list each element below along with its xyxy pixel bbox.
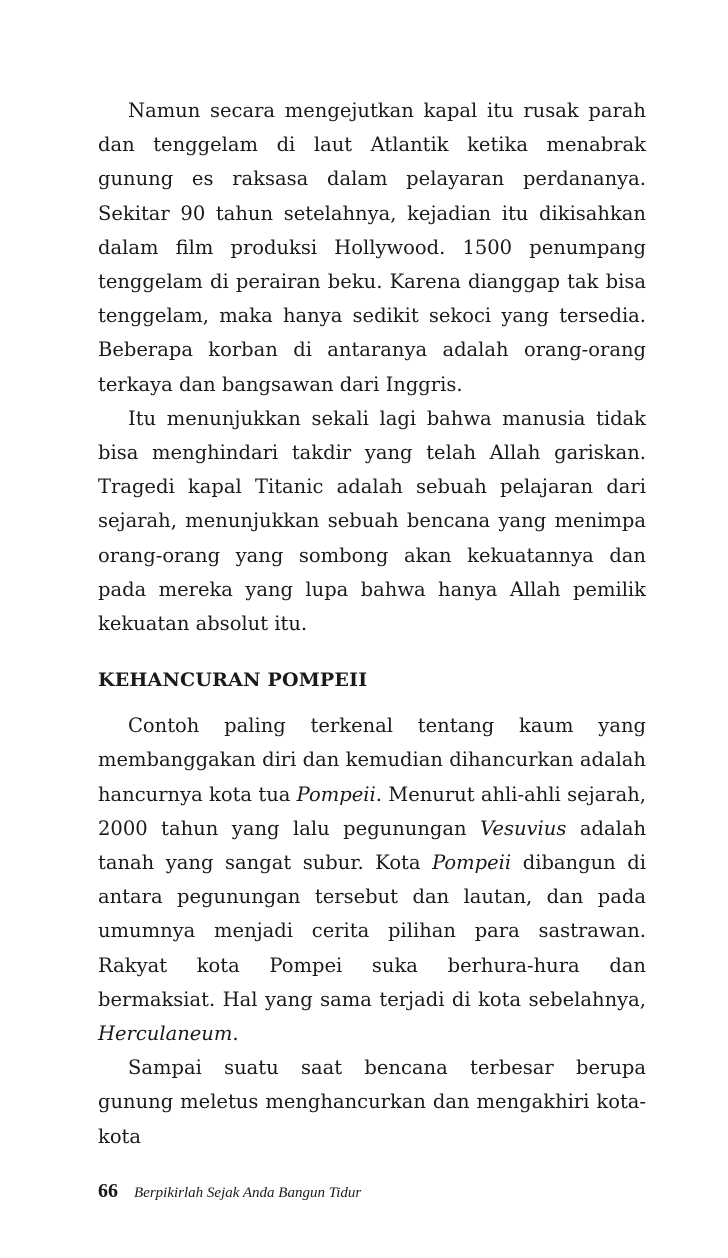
pompeii-text-5: . [232,1022,239,1046]
page-body [98,94,646,1154]
vesuvius-italic: Vesuvius [480,816,567,840]
paragraph-titanic-lesson: Itu menunjukkan sekali lagi bahwa manusia tidak bisa menghindari takdir yang telah Allah gariskan. Tragedi kapal Titanic adalah sebuah pelajaran dari sejarah, menunjukkan sebuah bencana yang menimpa orang-orang yang sombong akan kekuatannya dan pada mereka yang lupa bahwa hanya Allah pemilik kekuatan absolut itu. [98,406,646,636]
paragraph-pompeii [98,709,646,1051]
herculaneum-italic: Herculaneum [98,1022,233,1046]
book-title: Berpikirlah Sejak Anda Bangun Tidur [134,1185,362,1201]
page-footer [98,1180,361,1203]
pompeii-text-2: . Menurut ahli-ahli sejarah, 2000 tahun yang lalu pegunungan [98,782,646,840]
pompeii-text-1: Contoh paling terkenal tentang kaum yang membanggakan diri dan kemudian dihancurkan adalah hancurnya kota tua [98,714,646,806]
page-number: 66 [98,1180,118,1202]
pompeii-italic-2: Pompeii [432,851,512,875]
paragraph-titanic-sinking: Namun secara mengejutkan kapal itu rusak parah dan tenggelam di laut Atlantik ketika menabrak gunung es raksasa dalam pelayaran perdananya. Sekitar 90 tahun setelahnya, kejadian itu dikisahkan dalam film produksi Hollywood. 1500 penumpang tenggelam di perairan beku. Karena dianggap tak bisa tenggelam, maka hanya sedikit sekoci yang tersedia. Beberapa korban di antaranya adalah orang-orang terkaya dan bangsawan dari Inggris. [98,99,646,396]
pompeii-italic-1: Pompeii [296,782,376,806]
pompeii-text-4: dibangun di antara pegunungan tersebut dan lautan, dan pada umumnya menjadi cerita pilihan para sastrawan. Rakyat kota Pompei suka berhura-hura dan bermaksiat. Hal yang sama terjadi di kota sebelahnya, [98,851,646,1011]
paragraph-eruption: Sampai suatu saat bencana terbesar berupa gunung meletus menghancurkan dan mengakhiri kota-kota [98,1056,646,1148]
section-heading: KEHANCURAN POMPEII [98,669,368,692]
pompeii-text-3: adalah tanah yang sangat subur. Kota [98,816,646,875]
